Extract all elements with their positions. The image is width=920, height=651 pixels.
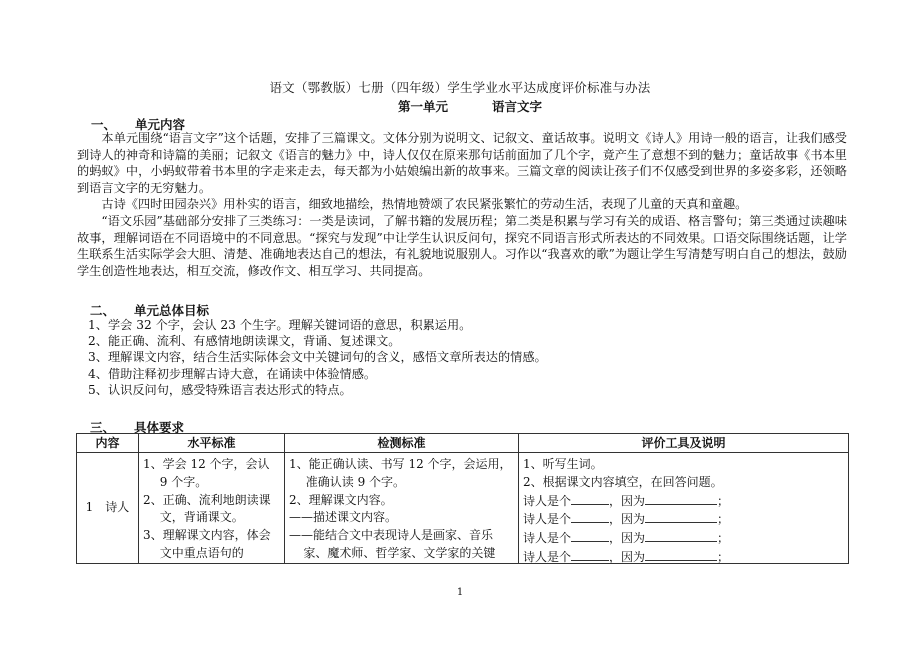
document-title: 语文（鄂教版）七册（四年级）学生学业水平达成度评价标准与办法 [269,80,651,95]
content-paragraph: 本单元围绕“语言文字”这个话题，安排了三篇课文。文体分别为说明文、记叙文、童话故事。说明文《诗人》用诗一般的语言，让我们感受到诗人的神奇和诗篇的美丽；记叙文《语言的魅力》中，诗人仅仅在原来那句话前面加了几个字，竟产生了意想不到的魅力；童话故事《书本里的蚂蚁》中，小蚂蚁带着书本里的字走来走去，每天都为小姑娘编出新的故事来。三篇文章的阅读让孩子们不仅感受到世界的多姿多彩，还领略到语言文字的无穷魅力。 [77,131,847,195]
test-item: ——描述课文内容。 [289,510,398,525]
page-number: 1 [456,587,464,598]
level-item: 3、理解课文内容，体会文中重点语句的 [143,528,271,560]
header-level-standard: 水平标准 [139,434,285,453]
level-standard-cell [139,453,284,563]
header-eval-tools: 评价工具及说明 [519,434,849,453]
reason-blank[interactable] [645,529,717,542]
header-content: 内容 [77,434,139,453]
eval-item: 1、听写生词。 [523,457,603,471]
answer-blank[interactable] [571,548,609,561]
header-test-standard: 检测标准 [285,434,519,453]
unit-name: 第一单元 [398,99,449,114]
unit-title [398,97,542,115]
answer-blank[interactable] [571,529,609,542]
section-heading-3: 三、 具体要求 [90,420,185,435]
goal-item: 3、理解课文内容，结合生活实际体会文中关键词句的含义，感悟文章所表达的情感。 [88,350,547,365]
test-item: 1、能正确认读、书写 12 个字，会运用，准确认读 9 个字。 [289,457,512,489]
goal-item: 4、借助注释初步理解古诗大意，在诵读中体验情感。 [88,366,377,381]
level-item: 2、正确、流利地朗读课文，背诵课文。 [143,492,271,525]
reason-blank[interactable] [645,548,717,561]
test-item: ——能结合文中表现诗人是画家、音乐家、魔术师、哲学家、文学家的关键 [289,528,496,560]
eval-item: 2、根据课文内容填空，在回答问题。 [523,474,723,489]
level-item: 1、学会 12 个字，会认 9 个字。 [143,457,270,489]
section-heading-1: 一、 单元内容 [91,117,186,132]
section-heading-2: 二、 单元总体目标 [90,303,210,318]
goal-item: 1、学会 32 个字，会认 23 个生字。理解关键词语的意思，积累运用。 [88,318,472,332]
requirements-table [76,433,849,564]
content-paragraph: “语文乐园”基础部分安排了三类练习：一类是读词，了解书籍的发展历程；第二类是积累与学习有关的成语、格言警句；第三类通过读趣味故事，理解词语在不同语境中的不同意思。“探究与发现”中让学生认识反问句，探究不同语言形式所表达的不同效果。口语交际围绕话题，让学生联系生活实际学会大胆、清楚、准确地表达自己的想法，有礼貌地说服别人。习作以“我喜欢的歌”为题让学生写清楚写明白自己的想法，鼓励学生创造性地表达，相互交流，修改作文、相互学习、共同提高。 [77,213,847,278]
reason-blank[interactable] [645,510,717,523]
goal-list [88,317,788,398]
goal-item: 2、能正确、流利、有感情地朗读课文，背诵、复述课文。 [88,334,401,349]
fill-in-line: 诗人是个 ，因为 ； [523,493,730,508]
fill-in-line: 诗人是个 ，因为 ； [523,549,730,563]
table-row [77,453,849,564]
goal-item: 5、认识反问句，感受特殊语言表达形式的特点。 [88,382,352,397]
table-header-row [77,434,849,453]
fill-in-line: 诗人是个 ，因为 ； [523,512,730,527]
row-content-label: 1 诗人 [85,500,130,515]
answer-blank[interactable] [571,510,609,523]
fill-in-line: 诗人是个 ，因为 ； [523,531,730,546]
test-standard-cell [285,453,518,563]
eval-tools-cell [519,453,848,563]
content-paragraph: 古诗《四时田园杂兴》用朴实的语言，细致地描绘，热情地赞颂了农民紧张繁忙的劳动生活，表现了儿童的天真和童趣。 [101,197,748,212]
answer-blank[interactable] [571,492,609,505]
test-item: 2、理解课文内容。 [289,492,393,507]
reason-blank[interactable] [645,492,717,505]
unit-theme: 语言文字 [492,99,543,114]
unit-content-text [77,130,847,279]
